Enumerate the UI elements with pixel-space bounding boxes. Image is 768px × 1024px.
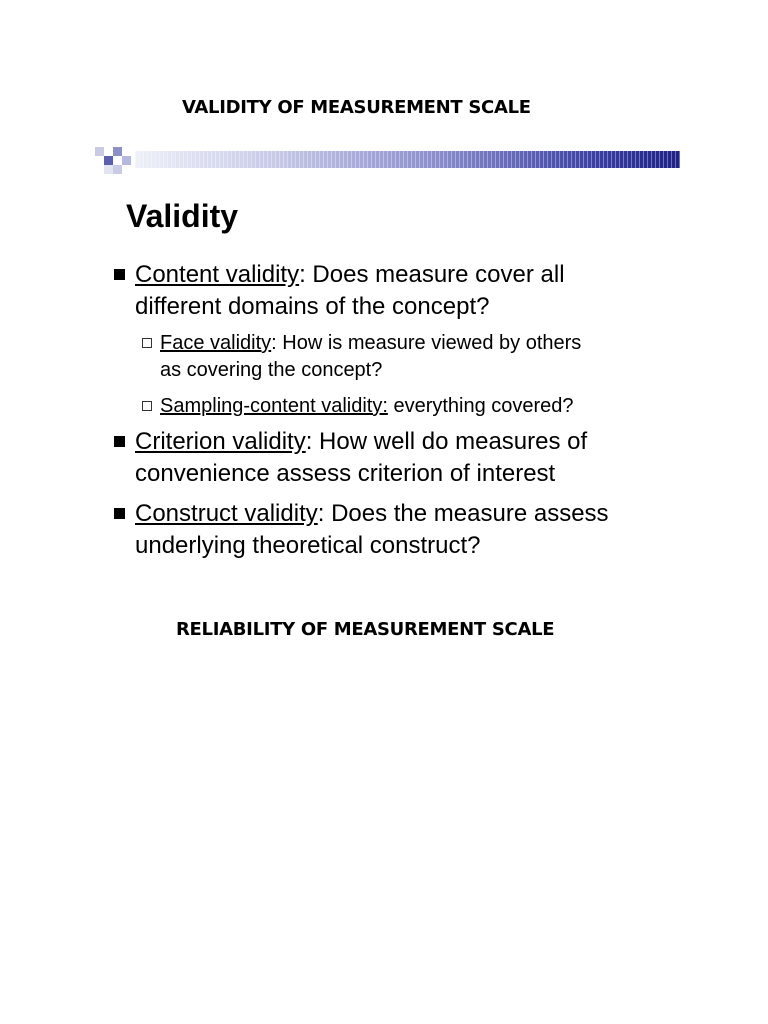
subitem-text: everything covered? xyxy=(387,395,574,417)
bullet-first-line xyxy=(135,259,565,291)
bullet-text: : Does measure cover all xyxy=(299,261,565,288)
bullet-text: : How well do measures of xyxy=(305,428,588,455)
banner-gradient-bar xyxy=(135,151,680,168)
banner-square xyxy=(95,147,104,156)
bullet-second-line: convenience assess criterion of interest xyxy=(135,460,556,487)
square-bullet-icon xyxy=(114,436,125,447)
banner-square xyxy=(104,165,113,174)
hollow-square-bullet-icon xyxy=(142,338,152,348)
bullet-term: Construct validity xyxy=(135,500,318,527)
bullet-text: : Does the measure assess xyxy=(317,500,609,527)
bullet-second-line: different domains of the concept? xyxy=(135,293,490,320)
subitem-text: : How is measure viewed by others xyxy=(271,332,582,354)
subitem-first-line xyxy=(160,330,581,357)
reliability-heading: RELIABILITY OF MEASUREMENT SCALE xyxy=(176,619,555,640)
bullet-second-line: underlying theoretical construct? xyxy=(135,532,481,559)
banner-square xyxy=(113,147,122,156)
subitem-first-line xyxy=(160,393,574,420)
square-bullet-icon xyxy=(114,269,125,280)
bullet-first-line xyxy=(135,426,587,458)
subitem-term: Sampling-content validity: xyxy=(160,395,388,417)
hollow-square-bullet-icon xyxy=(142,401,152,411)
banner-square xyxy=(104,156,113,165)
square-bullet-icon xyxy=(114,508,125,519)
slide-title: Validity xyxy=(126,198,239,234)
subitem-term: Face validity xyxy=(160,332,272,354)
bullet-term: Criterion validity xyxy=(135,428,306,455)
subitem-second-line: as covering the concept? xyxy=(160,359,383,381)
validity-heading: VALIDITY OF MEASUREMENT SCALE xyxy=(182,97,531,118)
bullet-first-line xyxy=(135,498,609,530)
bullet-term: Content validity xyxy=(135,261,300,288)
banner-square xyxy=(122,156,131,165)
banner-square xyxy=(113,165,122,174)
slide-banner xyxy=(95,142,680,178)
